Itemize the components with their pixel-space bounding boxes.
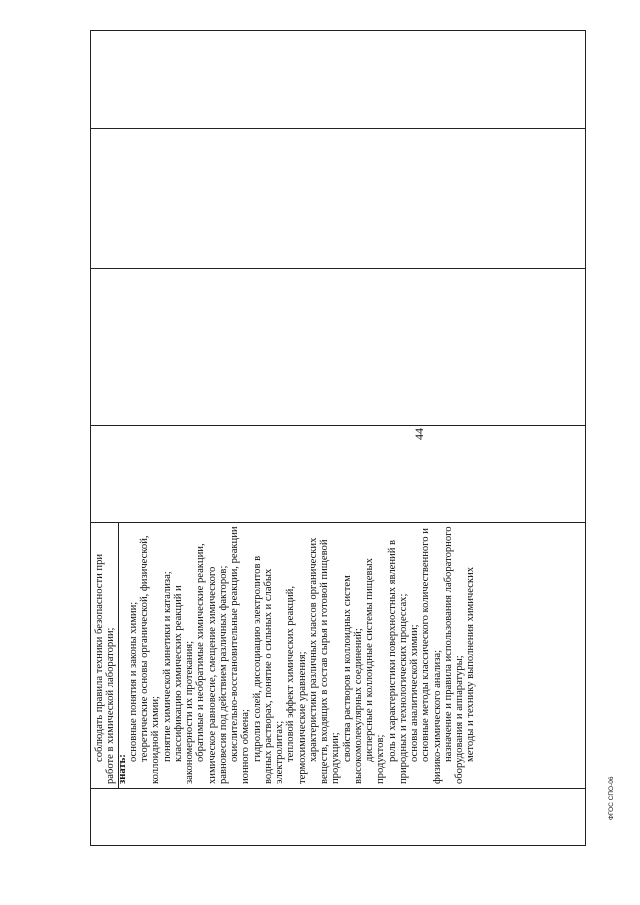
- competency-text-cell: [92, 490, 597, 790]
- page-number: 44: [412, 428, 426, 440]
- table-divider: [91, 268, 585, 269]
- text-line: гидролиз солей, диссоциацию электролитов в: [251, 555, 263, 762]
- text-line: знать:: [116, 754, 128, 784]
- text-line: природных и технологических процессах;: [397, 593, 409, 784]
- text-line: работе в химической лаборатории;: [105, 627, 117, 784]
- text-line: высокомолекулярных соединений;: [352, 628, 364, 784]
- table-divider: [91, 425, 585, 426]
- text-line: свойства растворов и коллоидных систем: [341, 575, 353, 762]
- text-line: равновесия под действием различных факторов;: [217, 565, 229, 784]
- table-divider: [91, 128, 585, 129]
- text-line: основные методы классического количественного и: [420, 528, 432, 762]
- text-line: понятие химической кинетики и катализа;: [161, 571, 173, 762]
- text-line: тепловой эффект химических реакций,: [285, 586, 297, 762]
- text-line: продуктов;: [375, 734, 387, 784]
- text-line: физико-химического анализа;: [431, 649, 443, 784]
- text-line: ионного обмена;: [240, 709, 252, 784]
- text-line: закономерности их протекания;: [184, 640, 195, 784]
- text-line: основы аналитической химии;: [409, 624, 420, 762]
- text-line: коллоидной химии;: [150, 696, 162, 784]
- text-line: дисперсные и коллоидные системы пищевых: [364, 558, 375, 762]
- text-line: электролитах;: [274, 720, 285, 784]
- text-line: классификацию химических реакций и: [172, 585, 184, 762]
- text-line: продукции;: [330, 732, 342, 784]
- text-line: характеристики различных классов органических: [307, 537, 319, 762]
- text-line: водных растворах, понятие о сильных и слабых: [262, 568, 274, 784]
- text-line: теоретические основы органической, физической,: [139, 535, 150, 762]
- text-line: окислительно-восстановительные реакции, реакции: [229, 526, 240, 762]
- text-line: методы и технику выполнения химических: [465, 566, 477, 762]
- text-line: роль и характеристики поверхностных явлений в: [386, 539, 398, 762]
- text-line: основные понятия и законы химии;: [127, 601, 139, 762]
- text-line: обратимые и необратимые химические реакции,: [195, 543, 207, 762]
- text-line: назначение и правила использования лабораторного: [442, 526, 454, 762]
- text-line: соблюдать правила техники безопасности при: [94, 553, 105, 762]
- text-line: химическое равновесие, смещение химического: [206, 566, 218, 784]
- text-line: оборудования и аппаратуры;: [454, 655, 465, 784]
- text-line: веществ, входящих в состав сырья и готовой пищевой: [319, 539, 330, 784]
- text-line: термохимические уравнения;: [296, 651, 308, 784]
- footer-code: ФГОС СПО-06: [608, 776, 615, 820]
